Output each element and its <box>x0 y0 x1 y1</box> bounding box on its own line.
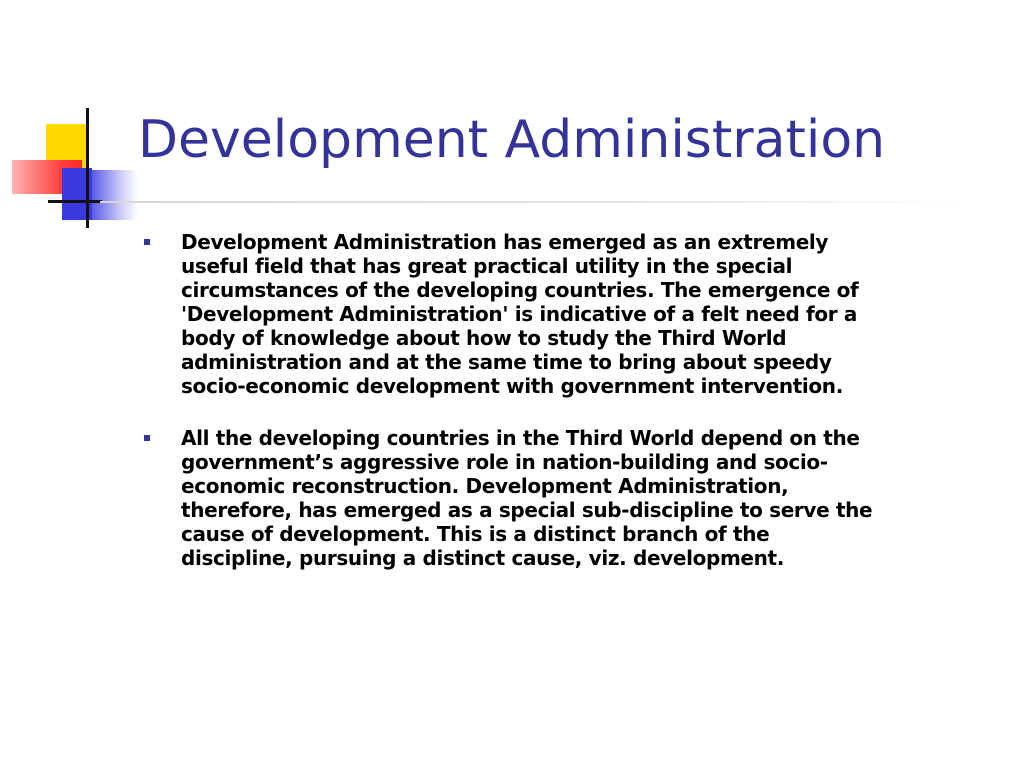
bullet-text: Development Administration has emerged as an extremely useful field that has great practical utility in the special circumstances of the developing countries. The emergence of 'Development Administration' is indicative of a felt need for a body of knowledge about how to study the Third World administration and at the same time to bring about speedy socio-economic development with government intervention. <box>181 230 859 398</box>
bullet-item <box>144 426 994 570</box>
decorative-squares-logo <box>0 100 150 240</box>
bullet-list <box>144 230 994 598</box>
bullet-item <box>144 230 994 398</box>
square-bullet-icon <box>144 239 150 245</box>
bullet-text: All the developing countries in the Third World depend on the government’s aggressive role in nation-building and socio- economic reconstruction. Development Administration, therefore, has emerged as a special sub-discipline to serve the cause of development. This is a distinct branch of the discipline, pursuing a distinct cause, viz. development. <box>181 426 873 570</box>
square-bullet-icon <box>144 435 150 441</box>
horizontal-line <box>48 200 102 203</box>
title-underline <box>100 201 970 203</box>
slide-title: Development Administration <box>138 110 886 170</box>
blue-gradient-bar <box>92 170 138 220</box>
vertical-line <box>86 108 89 228</box>
